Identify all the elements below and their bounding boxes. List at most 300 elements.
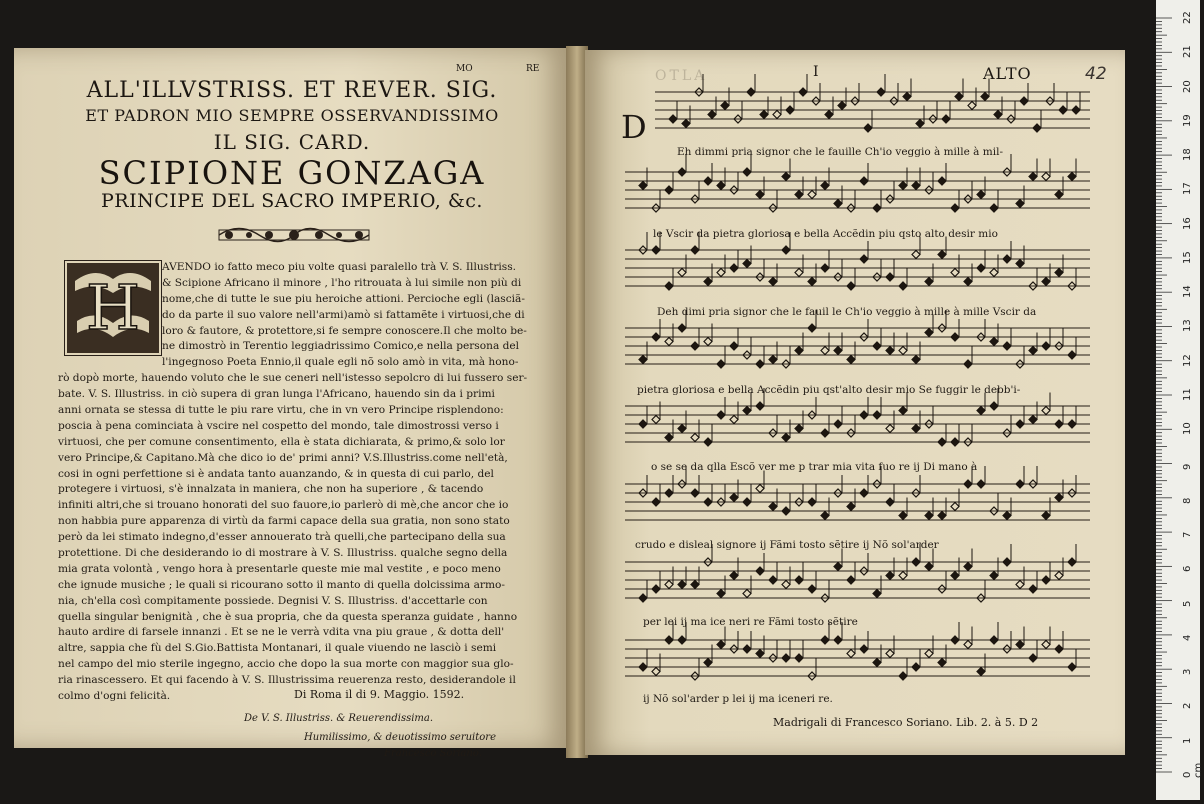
header-superscript-re: RE: [526, 64, 540, 74]
body-line: non habbia pure apparenza di virtù da farmi capace della sua gratia, non sono stato: [58, 515, 510, 528]
lyric-line: Eh dimmi pria signor che le fauille Ch'io veggio à mille à mil-: [677, 146, 1004, 158]
body-line: che ignude musiche ; le quali si ricourano sotto il manto di quella dolcissima armo-: [58, 578, 505, 591]
body-line: nia, ch'ella così compitamente possiede. Degnisi V. S. Illustriss. d'accettarle con: [58, 594, 488, 607]
note-head: [925, 650, 933, 658]
note-head: [821, 512, 829, 520]
note-head: [691, 342, 699, 350]
note-head: [769, 576, 777, 584]
staff: [655, 74, 1090, 132]
note-head: [665, 581, 673, 589]
page-footer: Madrigali di Francesco Soriano. Lib. 2. à 5. D 2: [773, 716, 1039, 729]
ruler-number: 12: [1182, 353, 1193, 367]
body-line: ria rinascessero. Et qui facendo à V. S. Illustrissima reuerenza resto, desiderandole il: [58, 674, 516, 687]
note-head: [1042, 173, 1050, 181]
signature-mark: I: [813, 64, 819, 80]
note-head: [769, 503, 777, 511]
note-head: [912, 182, 920, 190]
note-head: [990, 636, 998, 644]
body-line: rò dopò morte, hauendo voluto che le sue ceneri nell'istesso sepolcro di lui fussero ser-: [58, 372, 528, 385]
note-head: [1029, 347, 1037, 355]
note-head: [795, 425, 803, 433]
note-head: [691, 489, 699, 497]
note-head: [730, 494, 738, 502]
note-head: [864, 124, 872, 132]
lyric-line: ij Nõ sol'arder p lei ij ma iceneri re.: [643, 693, 833, 705]
dedicatee-name: SCIPIONE GONZAGA: [98, 154, 486, 192]
note-head: [808, 278, 816, 286]
body-line: però da lei stimato indegno,d'esser annouerato trà quelli,che partecipano della sua: [58, 531, 506, 544]
header-superscript-mo: MO: [456, 64, 473, 74]
ruler-ticks: [1156, 0, 1200, 800]
note-head: [795, 347, 803, 355]
note-head: [769, 356, 777, 364]
body-line: quella singular benignità , che è sua propria, che da questa speranza guidate , hanno: [58, 610, 518, 623]
note-head: [886, 498, 894, 506]
note-head: [1042, 342, 1050, 350]
note-head: [756, 485, 764, 493]
note-head: [730, 416, 738, 424]
note-head: [964, 641, 972, 649]
note-head: [1016, 200, 1024, 208]
body-line: loro & fautore, & protettore,si fe sempre conoscere.Il che molto be-: [162, 324, 527, 337]
note-head: [1068, 663, 1076, 671]
note-head: [799, 88, 807, 96]
note-head: [747, 88, 755, 96]
note-head: [1020, 97, 1028, 105]
note-head: [899, 512, 907, 520]
note-head: [1055, 191, 1063, 199]
note-head: [899, 182, 907, 190]
note-head: [899, 282, 907, 290]
note-head: [1042, 641, 1050, 649]
note-head: [1055, 494, 1063, 502]
body-line: bate. V. S. Illustriss. in ciò supera di gran lunga l'Africano, hauendo sin da i primi: [58, 388, 495, 401]
note-head: [691, 246, 699, 254]
note-head: [678, 168, 686, 176]
note-head: [639, 420, 647, 428]
note-head: [834, 200, 842, 208]
note-head: [795, 576, 803, 584]
note-head: [730, 572, 738, 580]
note-head: [990, 572, 998, 580]
note-head: [678, 269, 686, 277]
note-head: [994, 111, 1002, 119]
note-head: [1068, 173, 1076, 181]
body-line: altre, sappia che fù del S.Gio.Battista Montanari, il quale viuendo ne lasciò i semi: [58, 642, 497, 655]
note-head: [899, 672, 907, 680]
staff: [625, 232, 1090, 290]
signature-name: Francesco Soriano.: [384, 748, 482, 759]
note-head: [717, 182, 725, 190]
dedication-date: Di Roma il di 9. Maggio. 1592.: [294, 688, 465, 701]
body-line: vero Principe,& Capitano.Mà che dico io de' primi anni? V.S.Illustriss.come nell'età,: [58, 451, 508, 464]
note-head: [821, 429, 829, 437]
note-head: [951, 333, 959, 341]
dedication-header-line3: IL SIG. CARD.: [213, 130, 371, 154]
note-head: [821, 264, 829, 272]
note-head: [678, 636, 686, 644]
note-head: [782, 434, 790, 442]
note-head: [665, 282, 673, 290]
note-head: [821, 347, 829, 355]
note-head: [808, 324, 816, 332]
ruler-number: 8: [1182, 497, 1193, 504]
ruler-number: 14: [1182, 285, 1193, 299]
note-head: [916, 120, 924, 128]
note-head: [652, 585, 660, 593]
note-head: [1068, 351, 1076, 359]
note-head: [860, 489, 868, 497]
bleed-through-text: OTLA: [655, 68, 708, 84]
note-head: [717, 360, 725, 368]
note-head: [977, 191, 985, 199]
note-head: [873, 204, 881, 212]
note-head: [756, 191, 764, 199]
body-line: protegere i virtuosi, s'è innalzata in maniera, che non ha superiore , & tacendo: [58, 483, 484, 496]
note-head: [782, 654, 790, 662]
note-head: [1055, 269, 1063, 277]
note-head: [1029, 416, 1037, 424]
note-head: [669, 115, 677, 123]
staff: [625, 154, 1090, 212]
note-head: [743, 168, 751, 176]
note-head: [652, 416, 660, 424]
note-head: [860, 645, 868, 653]
note-head: [834, 347, 842, 355]
body-line: mia grata volontà , vengo hora à presentarle queste mie mal vestite , e poco meno: [58, 562, 501, 575]
note-head: [652, 333, 660, 341]
ruler-number: 18: [1182, 148, 1193, 162]
ruler-number: 4: [1182, 634, 1193, 641]
note-head: [1033, 124, 1041, 132]
note-head: [795, 654, 803, 662]
note-head: [1042, 278, 1050, 286]
note-head: [834, 636, 842, 644]
ruler-number: 2: [1182, 703, 1193, 710]
note-head: [847, 282, 855, 290]
note-head: [1029, 654, 1037, 662]
note-head: [838, 102, 846, 110]
note-head: [886, 425, 894, 433]
left-page: [14, 48, 570, 759]
note-head: [1055, 572, 1063, 580]
note-head: [912, 425, 920, 433]
note-head: [717, 411, 725, 419]
body-line: nel campo del mio sterile ingegno, accio che dopo la sua morte con maggior sua glo-: [58, 658, 514, 671]
note-head: [847, 576, 855, 584]
note-head: [1029, 585, 1037, 593]
lyric-line: o se se da qlla Escõ ver me p trar mia vita fuo re ij Di mano à: [651, 461, 978, 473]
note-head: [899, 407, 907, 415]
note-head: [964, 480, 972, 488]
note-head: [691, 434, 699, 442]
note-head: [1042, 407, 1050, 415]
staff: [625, 466, 1090, 520]
ruler-number: 1: [1182, 737, 1193, 744]
body-line: cosi in ogni perfettione si è andata tanto auanzando, & in questa di cui parlo, del: [58, 467, 494, 480]
body-line: infiniti altri,che si trouano honorati del suo fauore,io parlerò di mè,che ancor che io: [58, 499, 509, 512]
note-head: [704, 338, 712, 346]
note-head: [847, 650, 855, 658]
note-head: [873, 590, 881, 598]
note-head: [977, 668, 985, 676]
right-page: [585, 50, 1125, 755]
note-head: [1016, 260, 1024, 268]
note-head: [873, 659, 881, 667]
note-head: [639, 594, 647, 602]
note-head: [808, 191, 816, 199]
note-head: [834, 563, 842, 571]
note-head: [938, 251, 946, 259]
note-head: [756, 360, 764, 368]
note-head: [795, 191, 803, 199]
body-line: l'ingegnoso Poeta Ennio,il quale egli nõ solo amò in vita, mà hono-: [162, 356, 519, 369]
note-head: [717, 641, 725, 649]
note-head: [665, 434, 673, 442]
lyric-line: Deh dimi pria signor che le fauil le Ch'io veggio à mille à mille Vscir da: [657, 306, 1037, 318]
body-line: & Scipione Africano il minore , l'ho ritrouata à lui simile non più di: [162, 276, 522, 289]
note-head: [1016, 641, 1024, 649]
closing-salutation: De V. S. Illustriss. & Reuerendissima.: [244, 713, 434, 724]
lyric-line: per lei ij ma ice neri re Fãmi tosto sẽtire: [643, 616, 858, 628]
note-head: [678, 425, 686, 433]
note-head: [990, 269, 998, 277]
note-head: [886, 273, 894, 281]
note-head: [743, 260, 751, 268]
note-head: [1055, 645, 1063, 653]
body-line: nome,che di tutte le sue piu heroiche attioni. Percioche egli (lasciã-: [162, 292, 525, 305]
dedication-header-line4: PRINCIPE DEL SACRO IMPERIO, &c.: [101, 190, 483, 212]
dedication-header-line2: ET PADRON MIO SEMPRE OSSERVANDISSIMO: [85, 106, 499, 125]
note-head: [925, 563, 933, 571]
ruler-number: 3: [1182, 668, 1193, 676]
staff: [625, 388, 1090, 446]
note-head: [678, 324, 686, 332]
ruler-number: 13: [1182, 319, 1193, 333]
note-head: [899, 572, 907, 580]
note-head: [1068, 420, 1076, 428]
note-head: [704, 659, 712, 667]
note-head: [860, 255, 868, 263]
note-head: [756, 567, 764, 575]
note-head: [886, 347, 894, 355]
note-head: [730, 264, 738, 272]
lyric-line: le Vscir da pietra gloriosa e bella Accẽdin piu qsto alto desir mio: [653, 228, 998, 240]
note-head: [925, 512, 933, 520]
note-head: [968, 102, 976, 110]
ornament-band-icon: [219, 222, 369, 248]
note-head: [834, 420, 842, 428]
note-head: [873, 342, 881, 350]
note-head: [665, 338, 673, 346]
note-head: [652, 246, 660, 254]
note-head: [1016, 581, 1024, 589]
note-head: [951, 636, 959, 644]
note-head: [977, 264, 985, 272]
handwritten-folio-number: 42: [1085, 64, 1107, 84]
note-head: [964, 360, 972, 368]
body-line: colmo d'ogni felicità.: [58, 690, 171, 703]
note-head: [743, 407, 751, 415]
body-line: protettione. Di che desiderando io di mostrare à V. S. Illustriss. qualche segno della: [58, 547, 508, 560]
note-head: [912, 356, 920, 364]
staff: [625, 622, 1090, 680]
note-head: [678, 581, 686, 589]
lyric-line: pietra gloriosa e bella Accẽdin piu qst'alto desir mio Se fuggir le debb'i-: [637, 384, 1021, 396]
note-head: [773, 111, 781, 119]
note-head: [903, 93, 911, 101]
closing-servant: Humilissimo, & deuotissimo seruitore: [304, 732, 496, 743]
note-head: [1003, 255, 1011, 263]
note-head: [990, 204, 998, 212]
note-head: [951, 503, 959, 511]
note-head: [665, 489, 673, 497]
note-head: [782, 507, 790, 515]
ruler-number: 9: [1182, 463, 1193, 470]
staff: [625, 544, 1090, 602]
note-head: [717, 269, 725, 277]
note-head: [782, 246, 790, 254]
note-head: [825, 111, 833, 119]
note-head: [704, 177, 712, 185]
note-head: [786, 106, 794, 114]
svg-text:H: H: [85, 271, 141, 344]
note-head: [821, 182, 829, 190]
body-line: AVENDO io fatto meco piu volte quasi paralello trà V. S. Illustriss.: [162, 261, 517, 273]
note-head: [652, 668, 660, 676]
note-head: [1068, 558, 1076, 566]
body-line: virtuosi, che per comune consentimento, ella è stata dichiarata, & primo,& solo lor: [58, 435, 505, 448]
note-head: [743, 498, 751, 506]
note-head: [938, 659, 946, 667]
initial-letter-d: D: [621, 108, 647, 146]
note-head: [782, 173, 790, 181]
note-head: [886, 572, 894, 580]
note-head: [938, 512, 946, 520]
note-head: [951, 438, 959, 446]
ruler-number: 20: [1182, 79, 1193, 93]
note-head: [981, 93, 989, 101]
note-head: [1055, 420, 1063, 428]
note-head: [847, 503, 855, 511]
note-head: [951, 572, 959, 580]
note-head: [1003, 558, 1011, 566]
note-head: [912, 663, 920, 671]
note-head: [925, 278, 933, 286]
note-head: [873, 411, 881, 419]
note-head: [1042, 512, 1050, 520]
note-head: [860, 411, 868, 419]
note-head: [964, 563, 972, 571]
note-head: [847, 356, 855, 364]
note-head: [942, 115, 950, 123]
body-line: anni ornata se stessa di tutte le piu rare virtu, che in vn vero Principe risplendono:: [58, 404, 504, 417]
note-head: [704, 278, 712, 286]
note-head: [951, 269, 959, 277]
note-head: [1029, 173, 1037, 181]
note-head: [639, 356, 647, 364]
note-head: [756, 650, 764, 658]
note-head: [691, 581, 699, 589]
note-head: [1072, 106, 1080, 114]
note-head: [821, 636, 829, 644]
note-head: [743, 590, 751, 598]
ruler-number: 21: [1182, 45, 1193, 59]
ruler-number: 19: [1182, 114, 1193, 127]
note-head: [912, 251, 920, 259]
note-head: [782, 581, 790, 589]
note-head: [721, 102, 729, 110]
note-head: [639, 182, 647, 190]
note-head: [1016, 420, 1024, 428]
note-head: [652, 498, 660, 506]
note-head: [925, 329, 933, 337]
note-head: [808, 498, 816, 506]
note-head: [886, 650, 894, 658]
note-head: [1003, 342, 1011, 350]
note-head: [938, 177, 946, 185]
body-line: ne dimostrò in Terentio leggiadrissimo Comico,e nella persona del: [162, 340, 520, 353]
note-head: [899, 347, 907, 355]
note-head: [1003, 512, 1011, 520]
note-head: [977, 480, 985, 488]
note-head: [808, 585, 816, 593]
staff: [625, 310, 1090, 368]
ruler-number: 22: [1182, 11, 1193, 24]
note-head: [990, 402, 998, 410]
note-head: [665, 186, 673, 194]
note-head: [1016, 480, 1024, 488]
note-head: [760, 111, 768, 119]
ruler-number: 16: [1182, 216, 1193, 230]
lyric-line: crudo e disleal signore ij Fãmi tosto sẽtire ij Nõ sol'arder: [635, 539, 939, 551]
body-line: do da parte il suo valore nell'armi)amò si fattamẽte i virtuosi,che di: [162, 308, 525, 321]
note-head: [964, 278, 972, 286]
ruler-number: 5: [1182, 600, 1193, 607]
note-head: [877, 88, 885, 96]
ruler-number: 6: [1182, 565, 1193, 573]
note-head: [955, 93, 963, 101]
note-head: [708, 111, 716, 119]
ruler-number: 10: [1182, 422, 1193, 436]
ruler-number: 15: [1182, 251, 1193, 264]
note-head: [639, 663, 647, 671]
ruler-number: 7: [1182, 531, 1193, 539]
dedication-header-line1: ALL'ILLVSTRISS. ET REVER. SIG.: [86, 78, 498, 103]
note-head: [860, 177, 868, 185]
note-head: [756, 402, 764, 410]
ruler-number: 17: [1182, 182, 1193, 196]
ruler-number: 11: [1182, 388, 1193, 401]
note-head: [682, 120, 690, 128]
note-head: [912, 558, 920, 566]
note-head: [730, 342, 738, 350]
note-head: [938, 438, 946, 446]
note-head: [795, 269, 803, 277]
note-head: [743, 645, 751, 653]
note-head: [704, 438, 712, 446]
body-line: poscia à pena cominciata à vscire nel cospetto del mondo, tale dimostrossi verso i: [58, 419, 499, 432]
body-line: hauto ardire di farsele innanzi . Et se ne le verrà vdita vna piu graue , & dotta dell': [58, 626, 505, 639]
note-head: [665, 636, 673, 644]
note-head: [977, 407, 985, 415]
note-head: [769, 278, 777, 286]
note-head: [951, 204, 959, 212]
note-head: [990, 338, 998, 346]
decorated-initial-h-icon: [64, 260, 162, 356]
note-head: [1042, 576, 1050, 584]
ruler-number: 0 cm: [1182, 762, 1204, 778]
